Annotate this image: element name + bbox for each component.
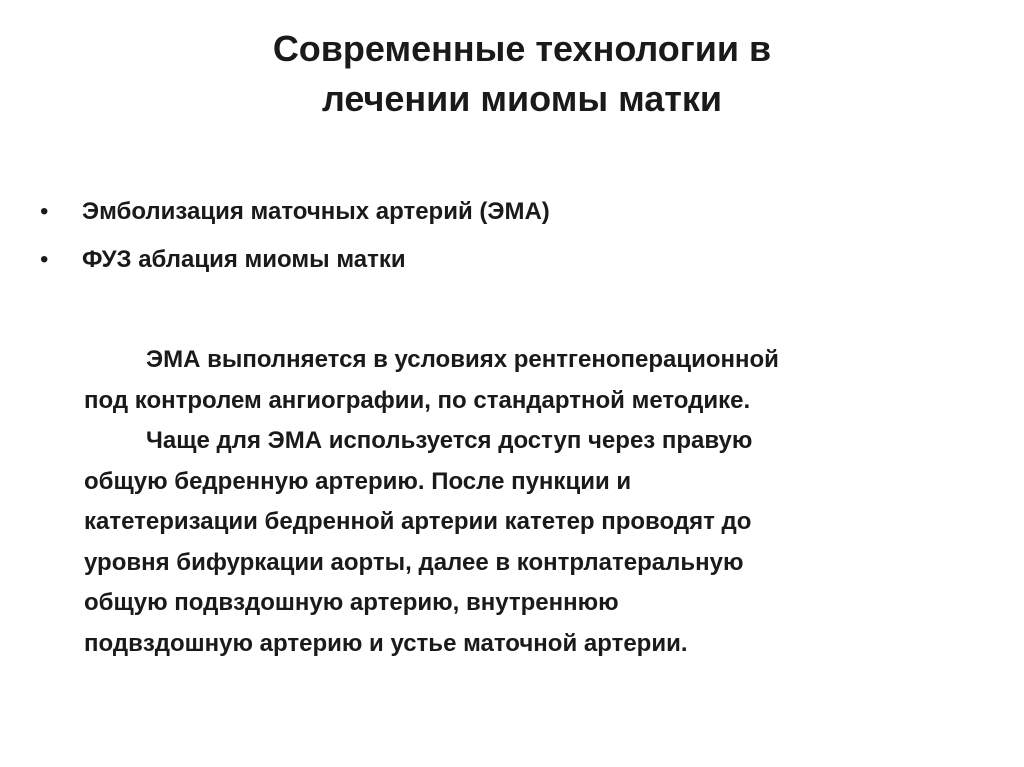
body-line-8: подвздошную артерию и устье маточной артерии.	[84, 629, 688, 657]
slide-title-line-2: лечении миомы матки	[321, 78, 723, 119]
bullet-item-ema-text: Эмболизация маточных артерий (ЭМА)	[82, 198, 550, 225]
body-line-5: катетеризации бедренной артерии катетер проводят до	[84, 508, 752, 535]
body-line-3: Чаще для ЭМА используется доступ через правую	[146, 427, 753, 454]
body-line-4: общую бедренную артерию. После пункции и	[84, 467, 632, 495]
bullet-dot-icon: •	[40, 246, 49, 273]
body-line-1: ЭМА выполняется в условиях рентгеноперационной	[146, 346, 779, 373]
body-paragraphs	[84, 340, 944, 664]
slide-title	[150, 24, 894, 124]
body-line-7: общую подвздошную артерию, внутреннюю	[84, 589, 619, 616]
bullet-dot-icon: •	[40, 198, 49, 225]
slide-title-line-1: Современные технологии в	[272, 28, 772, 69]
body-line-2: под контролем ангиографии, по стандартной методике.	[84, 386, 751, 414]
body-line-6: уровня бифуркации аорты, далее в контрлатеральную	[84, 548, 744, 576]
bullet-item-fuz-text: ФУЗ аблация миомы матки	[82, 246, 406, 273]
